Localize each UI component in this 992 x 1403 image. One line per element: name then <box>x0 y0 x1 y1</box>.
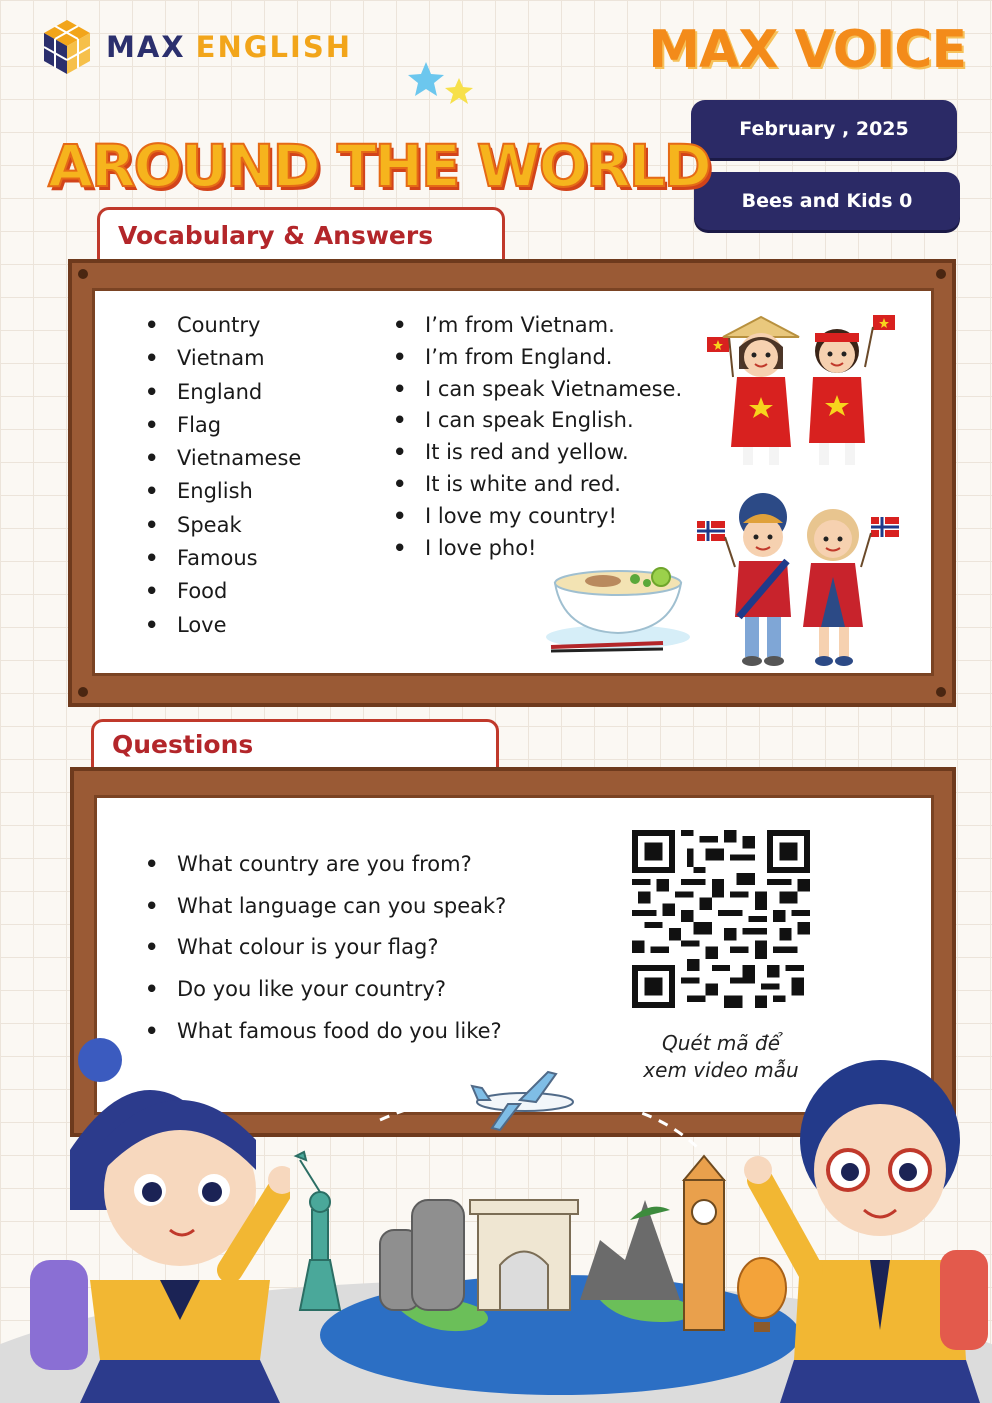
list-item: • Vietnam <box>145 342 301 375</box>
cube-logo-icon <box>40 18 94 76</box>
list-item: • I’m from Vietnam. <box>393 309 682 341</box>
list-item: • I’m from England. <box>393 341 682 373</box>
list-item: • Speak <box>145 509 301 542</box>
logo-english-text: ENGLISH <box>195 30 352 64</box>
vietnamese-kids-illustration <box>703 307 903 475</box>
list-item: • It is white and red. <box>393 468 682 500</box>
brand-title: MAX VOICE <box>648 20 966 80</box>
list-item: • Famous <box>145 542 301 575</box>
vocabulary-section-title: Vocabulary & Answers <box>97 207 505 261</box>
list-item: • It is red and yellow. <box>393 436 682 468</box>
list-item: • I can speak Vietnamese. <box>393 373 682 405</box>
list-item: • What famous food do you like? <box>145 1010 506 1052</box>
date-badge: February , 2025 <box>691 100 957 158</box>
list-item: • What colour is your flag? <box>145 926 506 968</box>
stars-icon <box>404 60 480 114</box>
list-item: • I can speak English. <box>393 404 682 436</box>
max-english-logo <box>40 18 352 76</box>
list-item: • What language can you speak? <box>145 885 506 927</box>
answers-list <box>393 309 682 563</box>
qr-code[interactable] <box>632 830 810 1008</box>
boy-character-illustration <box>740 1030 992 1403</box>
list-item: • England <box>145 376 301 409</box>
english-kids-illustration <box>695 487 905 675</box>
pho-bowl-illustration <box>543 561 693 657</box>
list-item: • I love my country! <box>393 500 682 532</box>
airplane-icon <box>472 1072 573 1130</box>
list-item: • Do you like your country? <box>145 968 506 1010</box>
list-item: • Country <box>145 309 301 342</box>
list-item: • I love pho! <box>393 532 682 564</box>
list-item: • Love <box>145 609 301 642</box>
girl-character-illustration <box>30 1030 290 1403</box>
vocabulary-board <box>68 259 956 707</box>
logo-max-text: MAX <box>106 30 186 64</box>
list-item: • What country are you from? <box>145 843 506 885</box>
list-item: • Flag <box>145 409 301 442</box>
qr-caption-line2: xem video mẫu <box>643 1058 799 1082</box>
page-title: AROUND THE WORLD <box>48 132 710 200</box>
vocabulary-panel <box>92 288 934 676</box>
questions-section-title: Questions <box>91 719 499 767</box>
vocabulary-list <box>145 309 301 642</box>
list-item: • Vietnamese <box>145 442 301 475</box>
list-item: • Food <box>145 575 301 608</box>
questions-list <box>145 843 506 1051</box>
class-badge: Bees and Kids 0 <box>694 172 960 230</box>
qr-caption-line1: Quét mã để <box>661 1031 781 1055</box>
list-item: • English <box>145 475 301 508</box>
